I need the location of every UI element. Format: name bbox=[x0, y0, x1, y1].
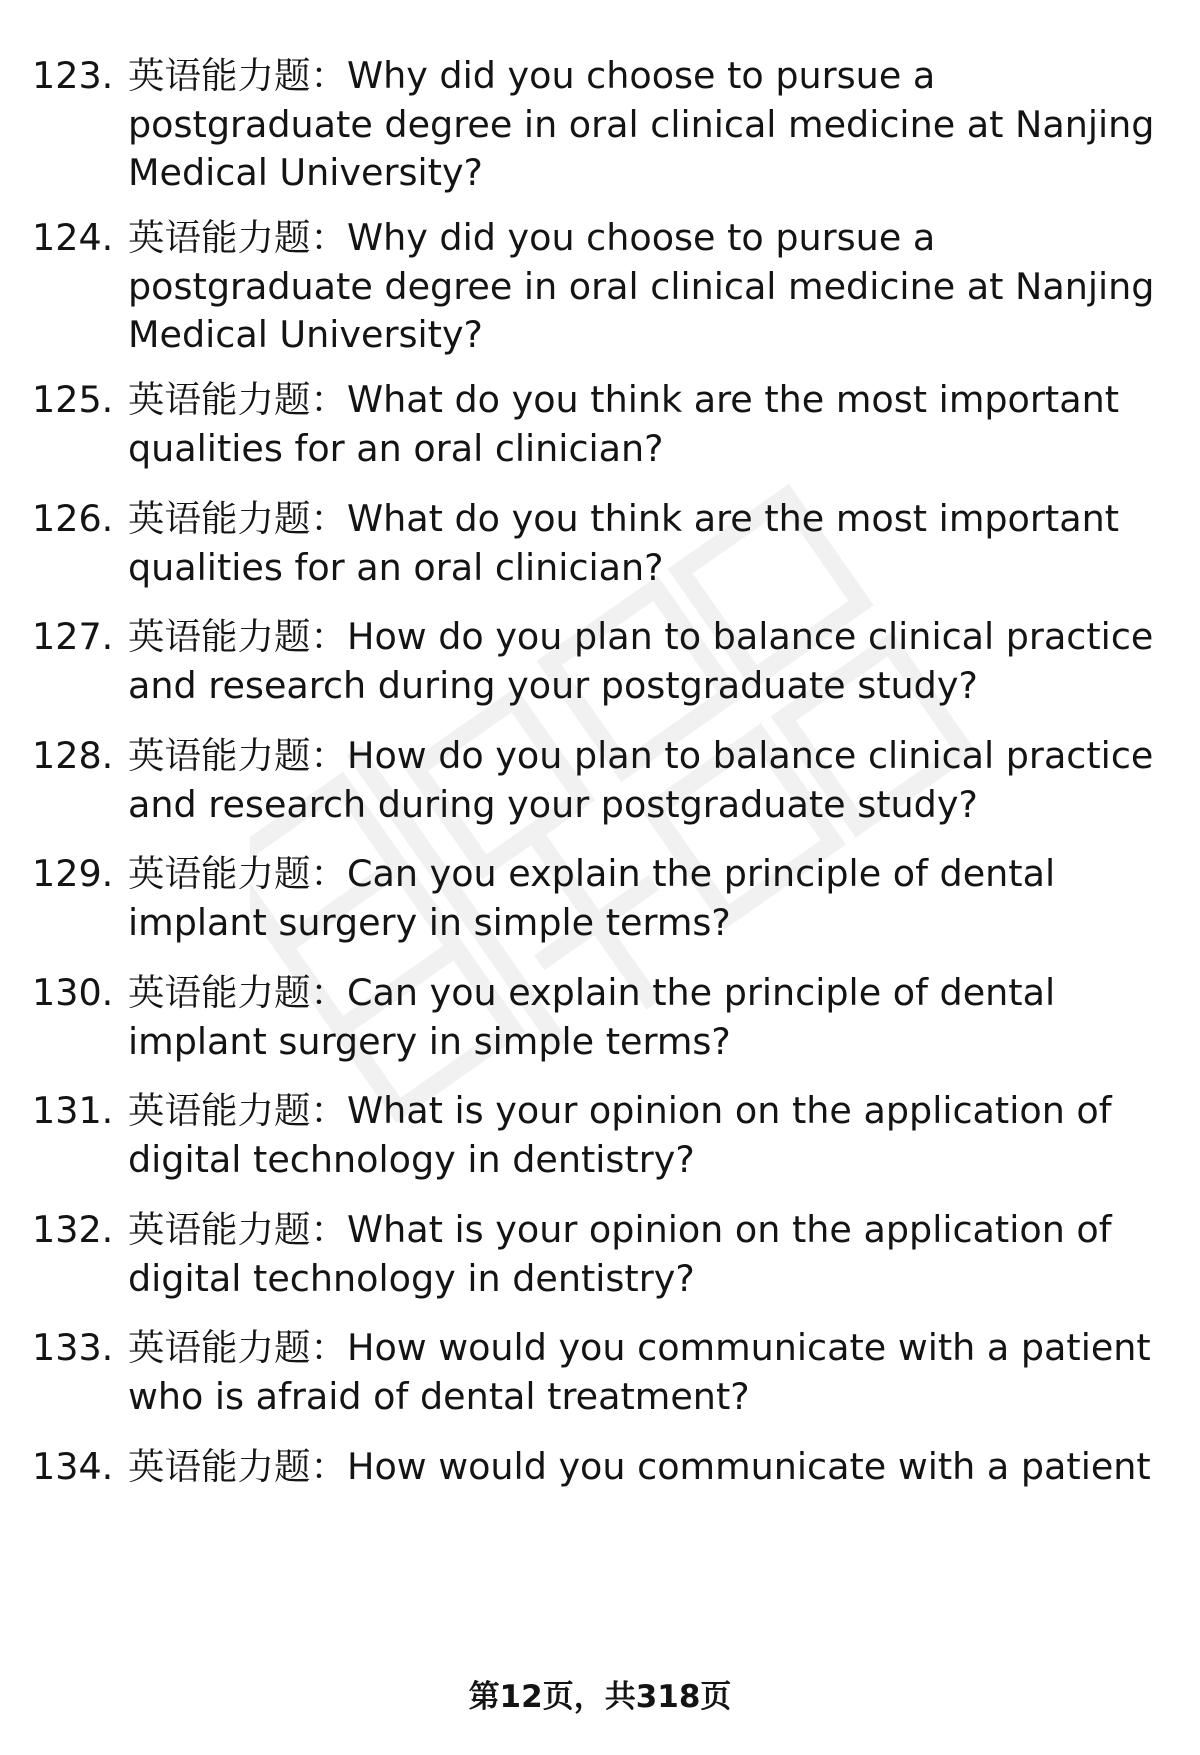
question-body bbox=[128, 732, 1173, 829]
question-text: How do you plan to balance clinical practice and research during your postgraduate study? bbox=[128, 734, 1154, 826]
question-body bbox=[128, 969, 1173, 1066]
question-category: 英语能力题： bbox=[128, 54, 347, 97]
question-body bbox=[128, 1443, 1173, 1492]
question-number: 129. bbox=[32, 852, 114, 895]
question-number: 132. bbox=[32, 1208, 114, 1251]
question-item bbox=[0, 52, 1200, 192]
page-footer: 第12页，共318页 bbox=[468, 1679, 732, 1715]
question-body bbox=[128, 613, 1173, 710]
question-text: Why did you choose to pursue a postgraduate degree in oral clinical medicine at Nanjing Medical University? bbox=[128, 54, 1155, 194]
question-category: 英语能力题： bbox=[128, 1326, 347, 1369]
question-number: 123. bbox=[32, 54, 114, 97]
question-text: How would you communicate with a patient bbox=[347, 1445, 1151, 1488]
question-text: Why did you choose to pursue a postgraduate degree in oral clinical medicine at Nanjing Medical University? bbox=[128, 216, 1155, 356]
question-number: 134. bbox=[32, 1445, 114, 1488]
question-body bbox=[128, 1206, 1173, 1303]
question-category: 英语能力题： bbox=[128, 497, 347, 540]
question-number: 125. bbox=[32, 378, 114, 421]
question-text: What is your opinion on the application of digital technology in dentistry? bbox=[128, 1089, 1112, 1181]
question-category: 英语能力题： bbox=[128, 378, 347, 421]
question-item bbox=[0, 1443, 1200, 1583]
question-number: 133. bbox=[32, 1326, 114, 1369]
question-category: 英语能力题： bbox=[128, 852, 347, 895]
question-number: 126. bbox=[32, 497, 114, 540]
question-body bbox=[128, 850, 1173, 947]
question-text: What do you think are the most important qualities for an oral clinician? bbox=[128, 378, 1120, 470]
question-text: What do you think are the most important qualities for an oral clinician? bbox=[128, 497, 1120, 589]
question-category: 英语能力题： bbox=[128, 1445, 347, 1488]
question-text: How do you plan to balance clinical practice and research during your postgraduate study? bbox=[128, 615, 1154, 707]
question-body bbox=[128, 1087, 1173, 1184]
question-category: 英语能力题： bbox=[128, 216, 347, 259]
question-text: Can you explain the principle of dental implant surgery in simple terms? bbox=[128, 971, 1056, 1063]
question-text: What is your opinion on the application of digital technology in dentistry? bbox=[128, 1208, 1112, 1300]
question-category: 英语能力题： bbox=[128, 615, 347, 658]
question-number: 128. bbox=[32, 734, 114, 777]
question-body bbox=[128, 214, 1173, 360]
question-number: 124. bbox=[32, 216, 114, 259]
question-number: 131. bbox=[32, 1089, 114, 1132]
question-category: 英语能力题： bbox=[128, 1089, 347, 1132]
question-body bbox=[128, 495, 1173, 592]
question-body bbox=[128, 1324, 1173, 1421]
question-item bbox=[0, 214, 1200, 354]
question-number: 130. bbox=[32, 971, 114, 1014]
question-number: 127. bbox=[32, 615, 114, 658]
question-text: How would you communicate with a patient who is afraid of dental treatment? bbox=[128, 1326, 1151, 1418]
question-body bbox=[128, 376, 1173, 473]
question-category: 英语能力题： bbox=[128, 734, 347, 777]
question-text: Can you explain the principle of dental implant surgery in simple terms? bbox=[128, 852, 1056, 944]
question-body bbox=[128, 52, 1173, 198]
question-category: 英语能力题： bbox=[128, 1208, 347, 1251]
question-category: 英语能力题： bbox=[128, 971, 347, 1014]
